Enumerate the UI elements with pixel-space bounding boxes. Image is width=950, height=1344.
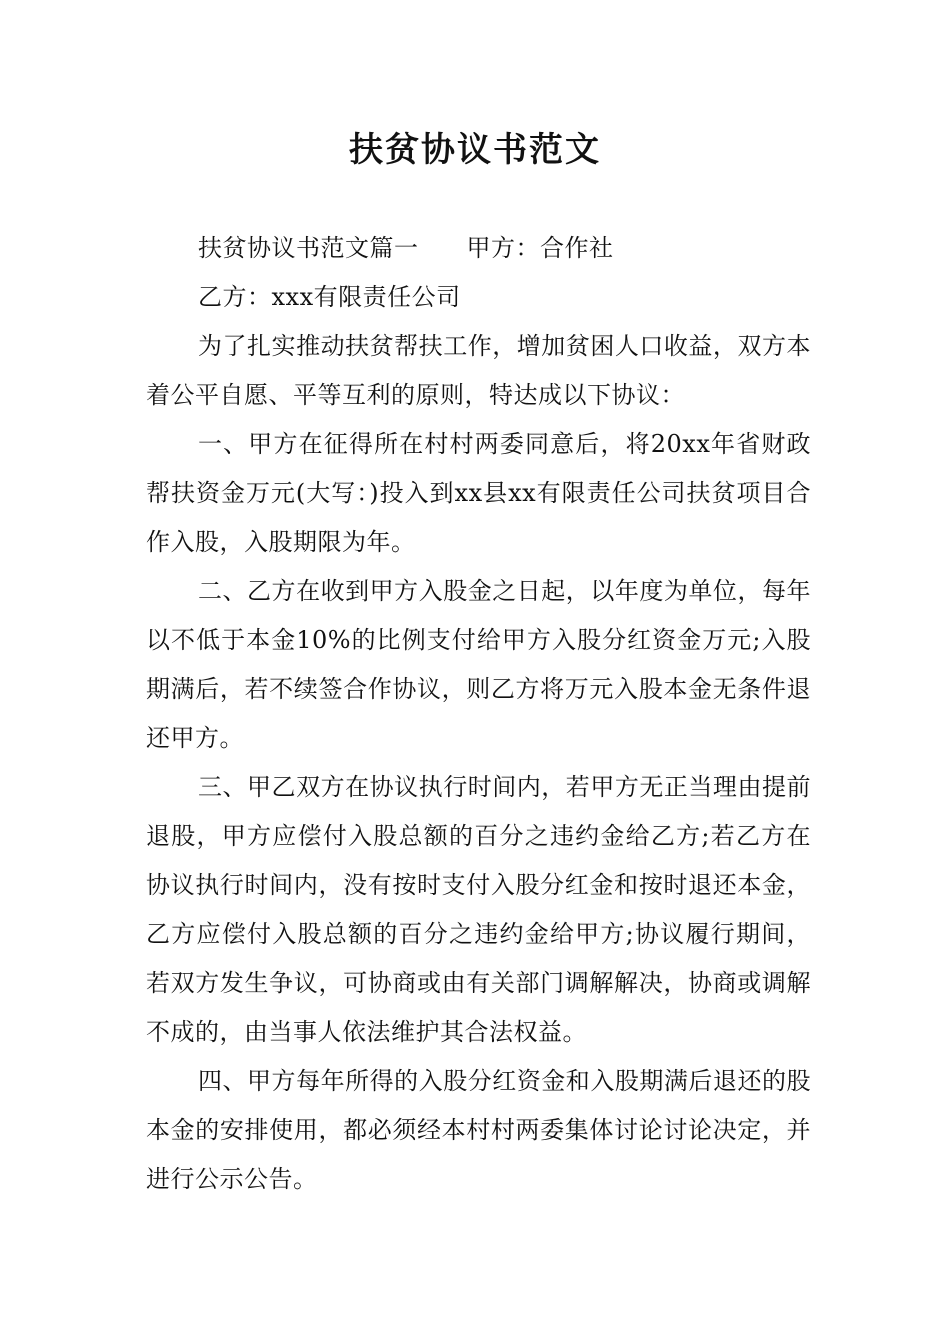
paragraph-preamble: 为了扎实推动扶贫帮扶工作，增加贫困人口收益，双方本着公平自愿、平等互利的原则，特达成以下协议：: [146, 332, 811, 409]
party-a-line: 甲方：合作社: [466, 234, 614, 262]
section-heading: 扶贫协议书范文篇一: [198, 234, 419, 262]
clause-2: 二、乙方在收到甲方入股金之日起，以年度为单位，每年以不低于本金10%的比例支付给甲方入股分红资金万元;入股期满后，若不续签合作协议，则乙方将万元入股本金无条件退还甲方。: [146, 577, 811, 752]
clause-4: 四、甲方每年所得的入股分红资金和入股期满后退还的股本金的安排使用，都必须经本村村两委集体讨论讨论决定，并进行公示公告。: [146, 1067, 811, 1193]
document-title: 扶贫协议书范文: [349, 130, 601, 170]
document-body: [146, 224, 811, 1204]
clause-3: 三、甲乙双方在协议执行时间内，若甲方无正当理由提前退股，甲方应偿付入股总额的百分之违约金给乙方;若乙方在协议执行时间内，没有按时支付入股分红金和按时退还本金，乙方应偿付入股总额的百分之违约金给甲方;协议履行期间，若双方发生争议，可协商或由有关部门调解解决，协商或调解不成的，由当事人依法维护其合法权益。: [146, 773, 811, 1046]
party-b-line: 乙方：xxx有限责任公司: [198, 283, 461, 311]
clause-1: 一、甲方在征得所在村村两委同意后，将20xx年省财政帮扶资金万元(大写：)投入到xx县xx有限责任公司扶贫项目合作入股，入股期限为年。: [146, 430, 811, 556]
intro-line: [146, 224, 811, 273]
